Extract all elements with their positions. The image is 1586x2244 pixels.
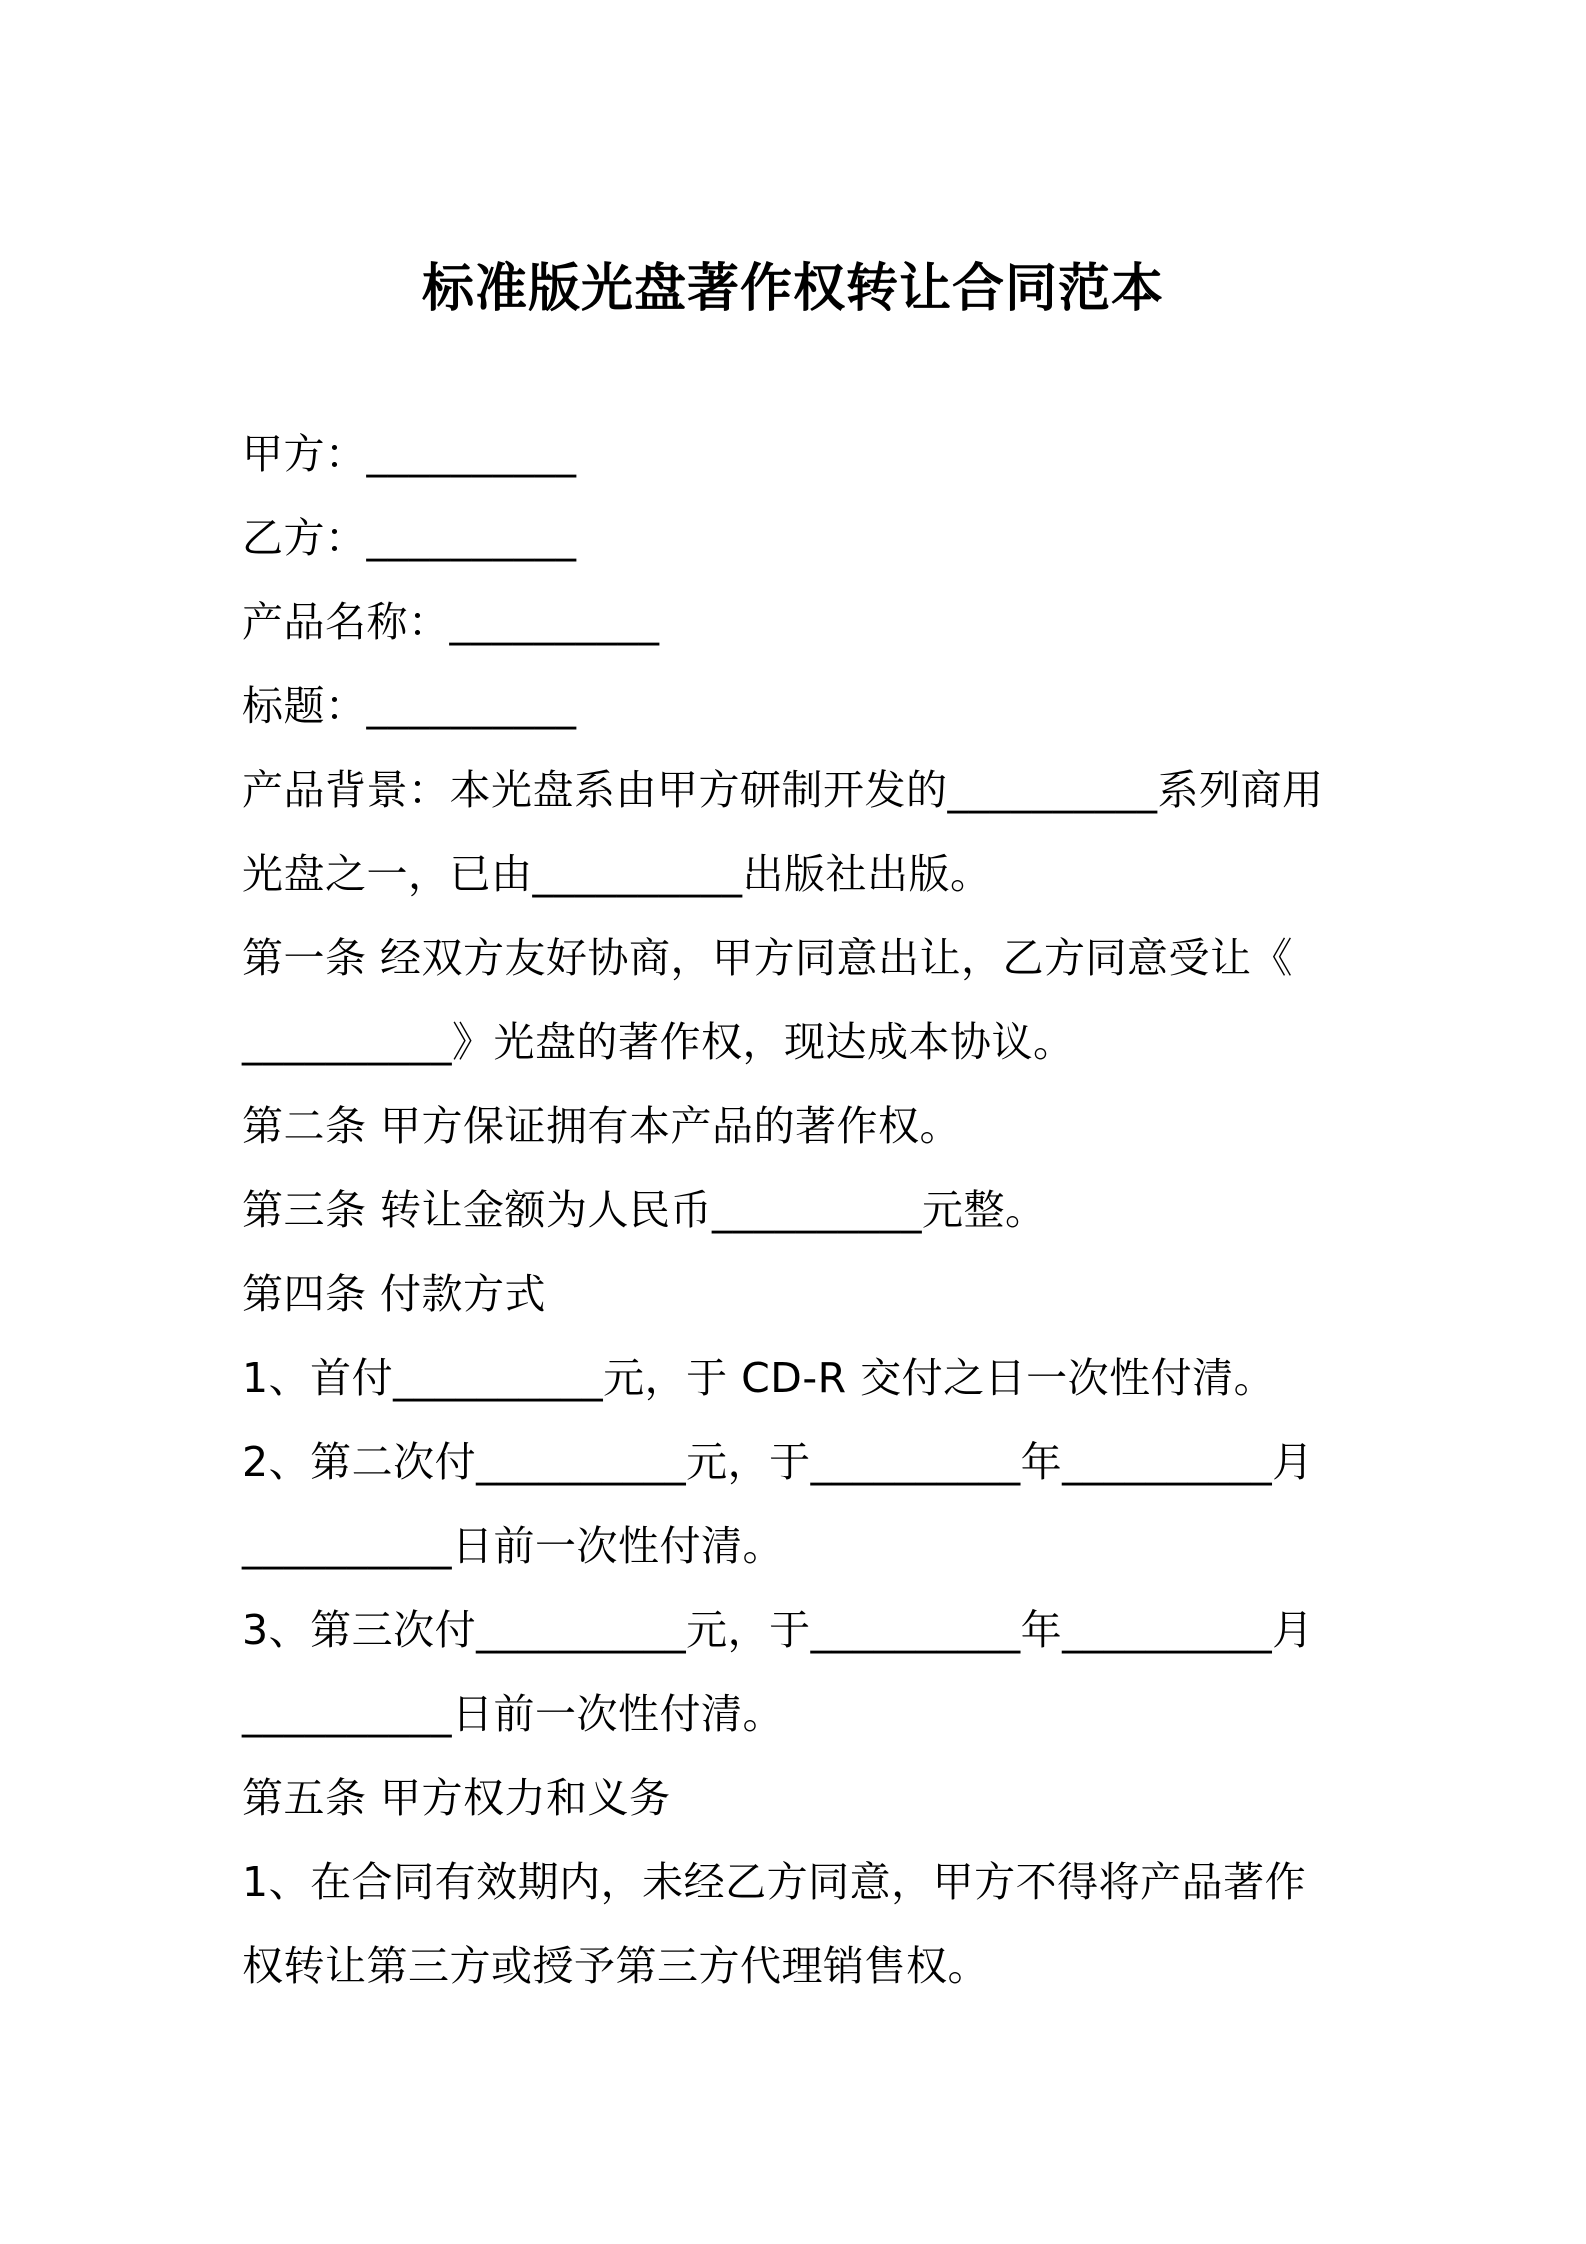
payment-2-line-continued: __________日前一次性付清。	[242, 1522, 784, 1570]
payment-2-line: 2、第二次付__________元，于__________年__________月	[242, 1438, 1314, 1486]
product-name-line: 产品名称：__________	[242, 598, 660, 646]
party-b-line: 乙方：__________	[242, 514, 577, 562]
article-1-line: 第一条 经双方友好协商，甲方同意出让，乙方同意受让《	[242, 934, 1294, 982]
article-1-line-continued: __________》光盘的著作权，现达成本协议。	[242, 1018, 1075, 1066]
article-3-line: 第三条 转让金额为人民币__________元整。	[242, 1186, 1047, 1234]
article-4-heading: 第四条 付款方式	[242, 1270, 547, 1318]
title-line: 标题：__________	[242, 682, 577, 730]
payment-1-line: 1、首付__________元，于 CD-R 交付之日一次性付清。	[242, 1354, 1276, 1402]
payment-3-line: 3、第三次付__________元，于__________年__________月	[242, 1606, 1314, 1654]
article-5-heading: 第五条 甲方权力和义务	[242, 1774, 671, 1822]
product-background-line-continued: 光盘之一，已由__________出版社出版。	[242, 850, 992, 898]
document-body	[242, 412, 1362, 2008]
party-a-line: 甲方：__________	[242, 430, 577, 478]
payment-3-line-continued: __________日前一次性付清。	[242, 1690, 784, 1738]
article-5-item-1-line-continued: 权转让第三方或授予第三方代理销售权。	[242, 1942, 989, 1990]
document-title: 标准版光盘著作权转让合同范本	[421, 259, 1164, 319]
article-5-item-1-line: 1、在合同有效期内，未经乙方同意，甲方不得将产品著作	[242, 1858, 1307, 1906]
product-background-line: 产品背景：本光盘系由甲方研制开发的__________系列商用	[242, 766, 1324, 814]
article-2-line: 第二条 甲方保证拥有本产品的著作权。	[242, 1102, 962, 1150]
